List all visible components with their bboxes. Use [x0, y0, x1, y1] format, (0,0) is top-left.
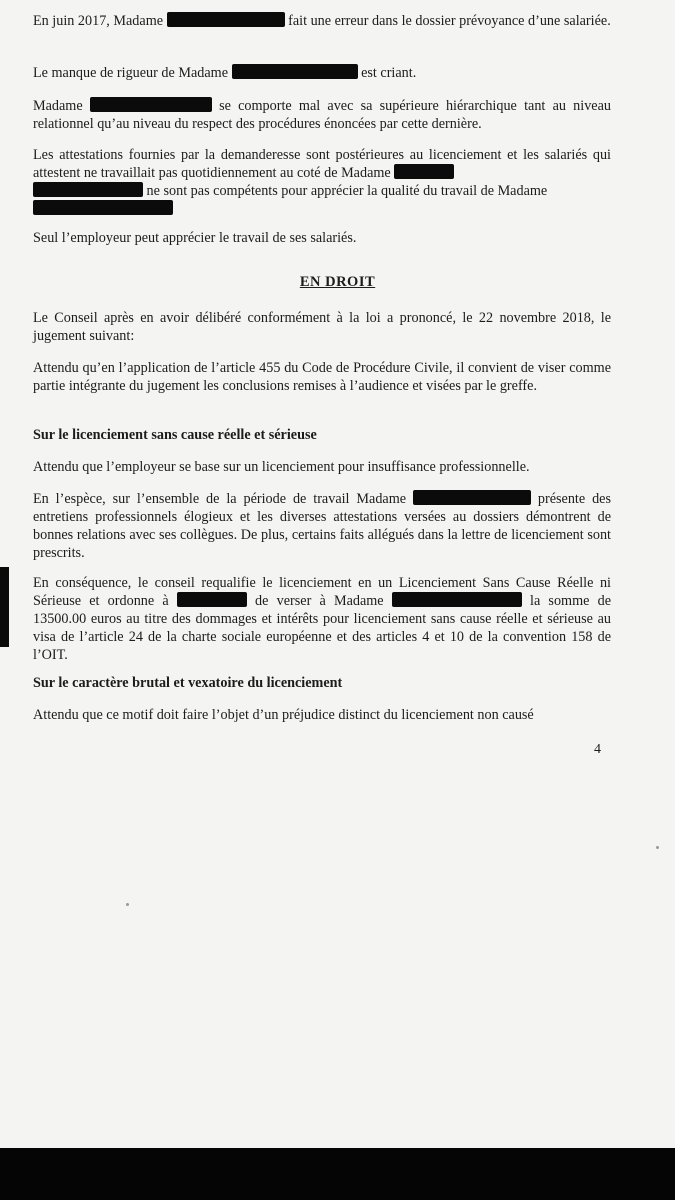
paragraph-consequence: En conséquence, le conseil requalifie le licenciement en un Licenciement Sans Cause Réelle ni Sérieuse et ordonne à de verser à Madame la somme de 13500.00 euros au titre des dommages et intérêts pour licenciement sans cause réelle et sérieuse au visa de l’article 24 de la charte sociale européenne et des articles 4 et 10 de la convention 158 de l’OIT. [33, 575, 611, 663]
paragraph-erreur-prevoyance: En juin 2017, Madame fait une erreur dans le dossier prévoyance d’une salariée. [33, 13, 611, 29]
paragraph-comportement: Madame se comporte mal avec sa supérieure hiérarchique tant au niveau relationnel qu’au niveau du respect des procédures énoncées par cette dernière. [33, 98, 611, 132]
redaction-block [413, 490, 531, 505]
paragraph-insuffisance: Attendu que l’employeur se base sur un licenciement pour insuffisance professionnelle. [33, 459, 530, 475]
paragraph-article-455: Attendu qu’en l’application de l’article 455 du Code de Procédure Civile, il convient de viser comme partie intégrante du jugement les conclusions remises à l’audience et visées par le greffe. [33, 360, 611, 394]
scan-edge-mark [0, 567, 9, 647]
scan-bottom-border [0, 1148, 675, 1200]
paragraph-attestations: Les attestations fournies par la demanderesse sont postérieures au licenciement et les salariés qui attestent ne travaillait pas quotidiennement au coté de Madame ne sont pas compétents pour apprécier la qualité du travail de Madame [33, 146, 611, 218]
redaction-block [394, 164, 454, 179]
redaction-block [90, 97, 212, 112]
subheading-caractere-brutal: Sur le caractère brutal et vexatoire du licenciement [33, 675, 343, 691]
redaction-block [177, 592, 247, 607]
page-number: 4 [594, 742, 601, 757]
section-heading-en-droit: EN DROIT [299, 274, 376, 290]
paragraph-espece: En l’espèce, sur l’ensemble de la période de travail Madame présente des entretiens professionnels élogieux et les diverses attestations versées au dossiers démontrent de bonnes relations avec ses collègues. De plus, certains faits allégués dans la lettre de licenciement sont prescrits. [33, 491, 611, 561]
scan-speck [126, 903, 129, 906]
redaction-block [33, 200, 173, 215]
redaction-block [392, 592, 522, 607]
redaction-block [167, 12, 285, 27]
paragraph-employeur: Seul l’employeur peut apprécier le travail de ses salariés. [33, 230, 357, 246]
paragraph-motif: Attendu que ce motif doit faire l’objet d’un préjudice distinct du licenciement non causé [33, 707, 534, 723]
paragraph-deliberation: Le Conseil après en avoir délibéré conformément à la loi a prononcé, le 22 novembre 2018, le jugement suivant: [33, 310, 611, 344]
scan-speck [656, 846, 659, 849]
subheading-licenciement-sans-cause: Sur le licenciement sans cause réelle et sérieuse [33, 427, 317, 443]
redaction-block [232, 64, 358, 79]
paragraph-manque-rigueur: Le manque de rigueur de Madame est criant. [33, 65, 417, 81]
redaction-block [33, 182, 143, 197]
